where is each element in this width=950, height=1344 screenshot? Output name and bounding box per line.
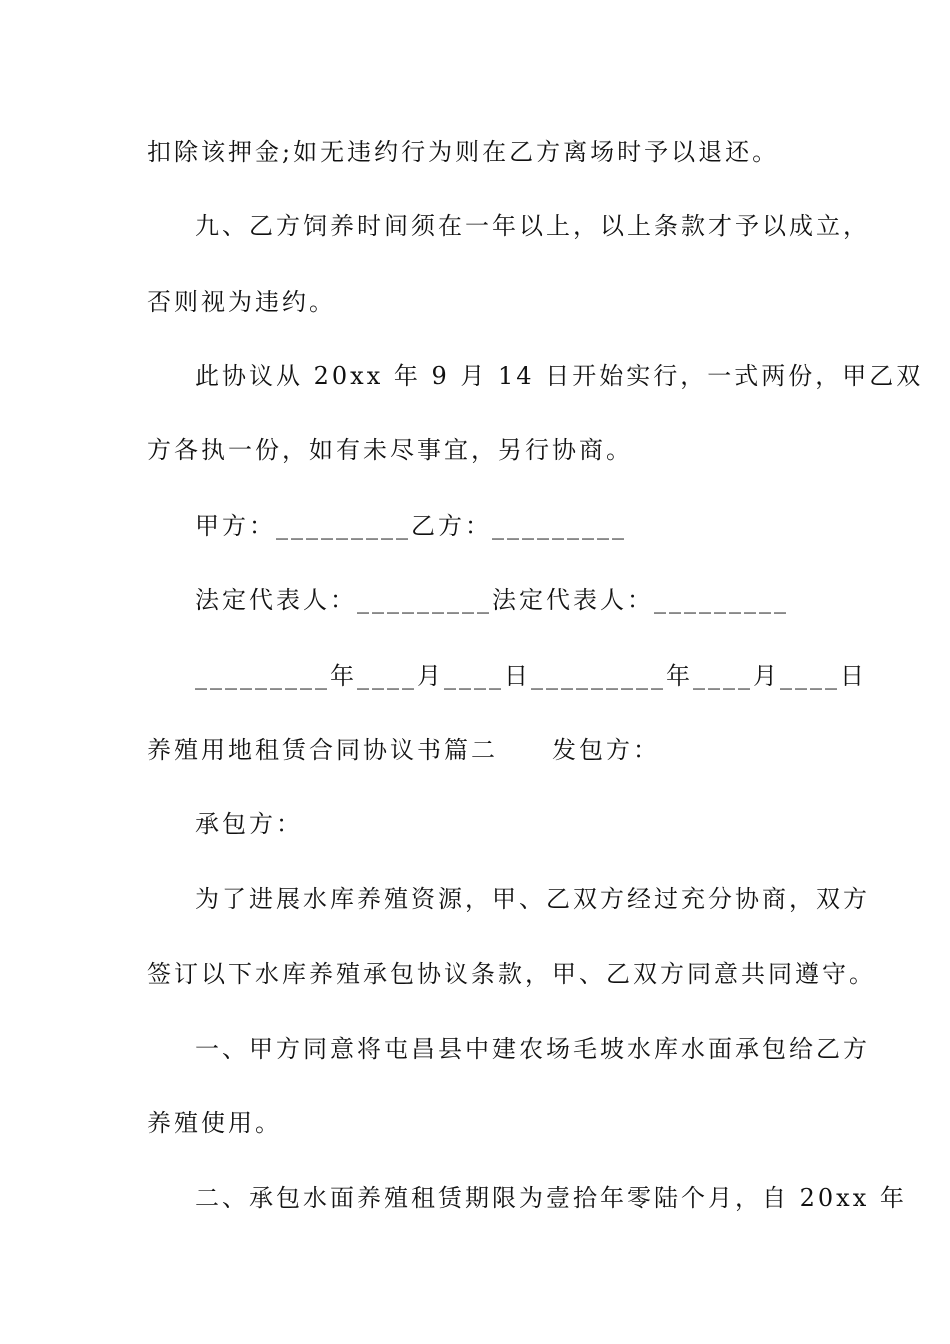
signature-party-line: 甲方：_________乙方：_________	[195, 512, 627, 540]
paragraph-line: 签订以下水库养殖承包协议条款，甲、乙双方同意共同遵守。	[147, 960, 876, 988]
paragraph-line: 一、甲方同意将屯昌县中建农场毛坡水库水面承包给乙方	[195, 1035, 870, 1063]
paragraph-line: 为了进展水库养殖资源，甲、乙双方经过充分协商，双方	[195, 885, 870, 913]
paragraph-line: 扣除该押金;如无违约行为则在乙方离场时予以退还。	[147, 138, 780, 166]
paragraph-line: 养殖使用。	[147, 1109, 282, 1137]
section-title: 养殖用地租赁合同协议书篇二 发包方：	[147, 736, 660, 764]
paragraph-line: 否则视为违约。	[147, 288, 336, 316]
paragraph-line: 此协议从 20xx 年 9 月 14 日开始实行，一式两份，甲乙双	[195, 362, 924, 390]
paragraph-line: 方各执一份，如有未尽事宜，另行协商。	[147, 436, 633, 464]
contractor-line: 承包方：	[195, 810, 303, 838]
paragraph-line: 二、承包水面养殖租赁期限为壹拾年零陆个月，自 20xx 年	[195, 1184, 907, 1212]
paragraph-line: 九、乙方饲养时间须在一年以上，以上条款才予以成立，	[195, 212, 870, 240]
signature-representative-line: 法定代表人：_________法定代表人：_________	[195, 586, 789, 614]
signature-date-line: _________年____月____日_________年____月____日	[195, 662, 867, 690]
